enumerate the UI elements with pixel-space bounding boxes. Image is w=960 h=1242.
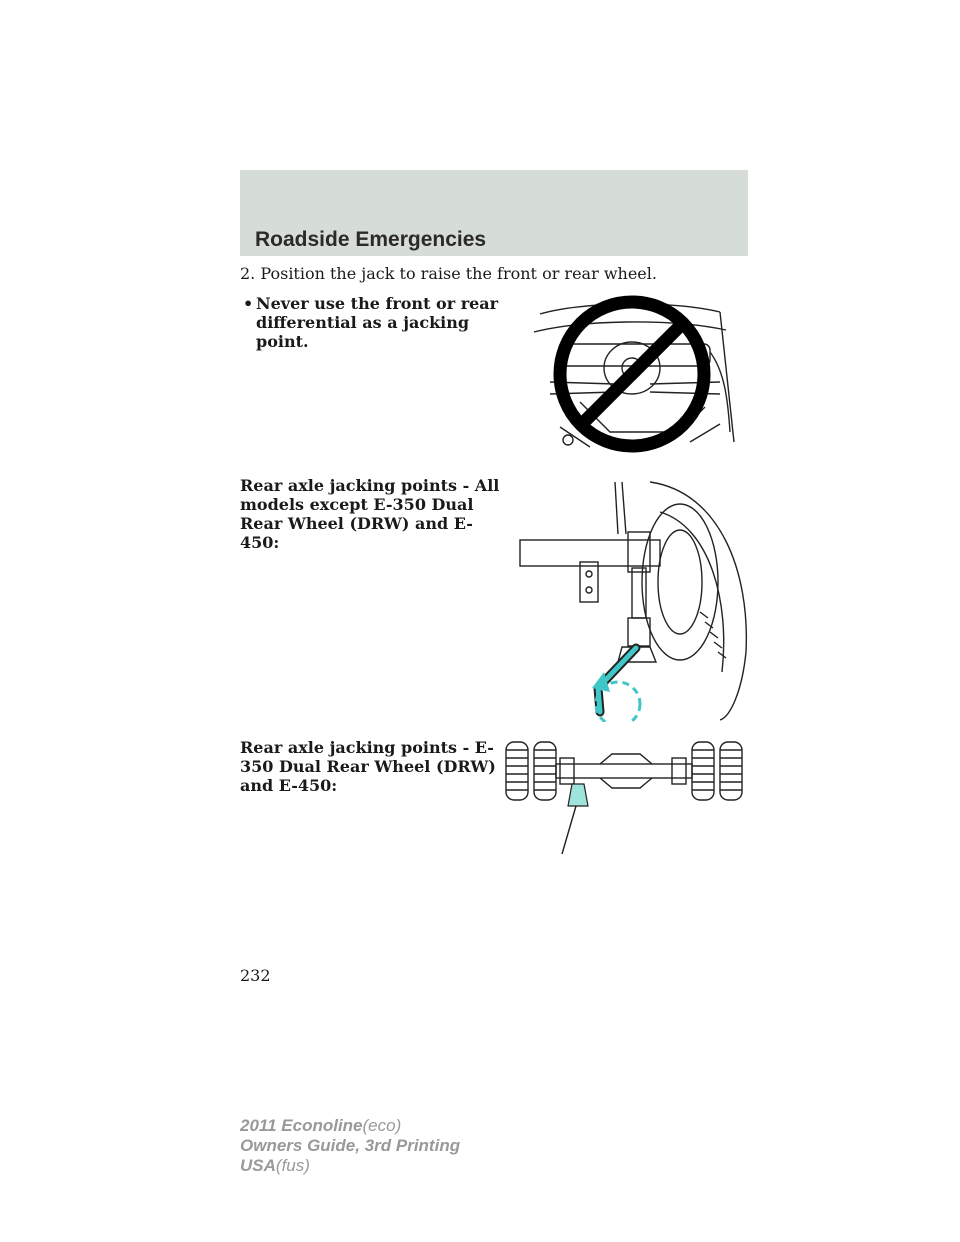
footer-market-code: (fus) [275, 1156, 310, 1175]
caption-rear-axle-drw: Rear axle jacking points - E-350 Dual Rear Wheel (DRW) and E-450: [240, 738, 496, 795]
rear-axle-jack-illustration [500, 472, 750, 722]
prohibition-slash [581, 323, 683, 425]
page-title: Roadside Emergencies [255, 228, 487, 251]
differential-prohibited-illustration [520, 292, 740, 457]
jack-point-highlight [568, 784, 588, 806]
footer-line-3 [240, 1156, 460, 1176]
footer-guide: Owners Guide, 3rd Printing [240, 1136, 461, 1155]
dual-rear-wheel-axle-illustration [500, 736, 752, 856]
caption-rear-axle-srw: Rear axle jacking points - All models except E-350 Dual Rear Wheel (DRW) and E-450: [240, 476, 500, 552]
footer-model: 2011 Econoline [240, 1116, 363, 1135]
warning-bullet-text: Never use the front or rear differential as a jacking point. [256, 294, 499, 351]
bullet-marker: • [243, 294, 254, 313]
footer-model-code: (eco) [362, 1116, 402, 1135]
page-number: 232 [240, 966, 271, 985]
footer-market: USA [240, 1156, 276, 1175]
document-footer [240, 1116, 460, 1176]
step-2-text: 2. Position the jack to raise the front or rear wheel. [240, 264, 657, 283]
warning-bullet [240, 294, 520, 351]
footer-line-1 [240, 1116, 460, 1136]
